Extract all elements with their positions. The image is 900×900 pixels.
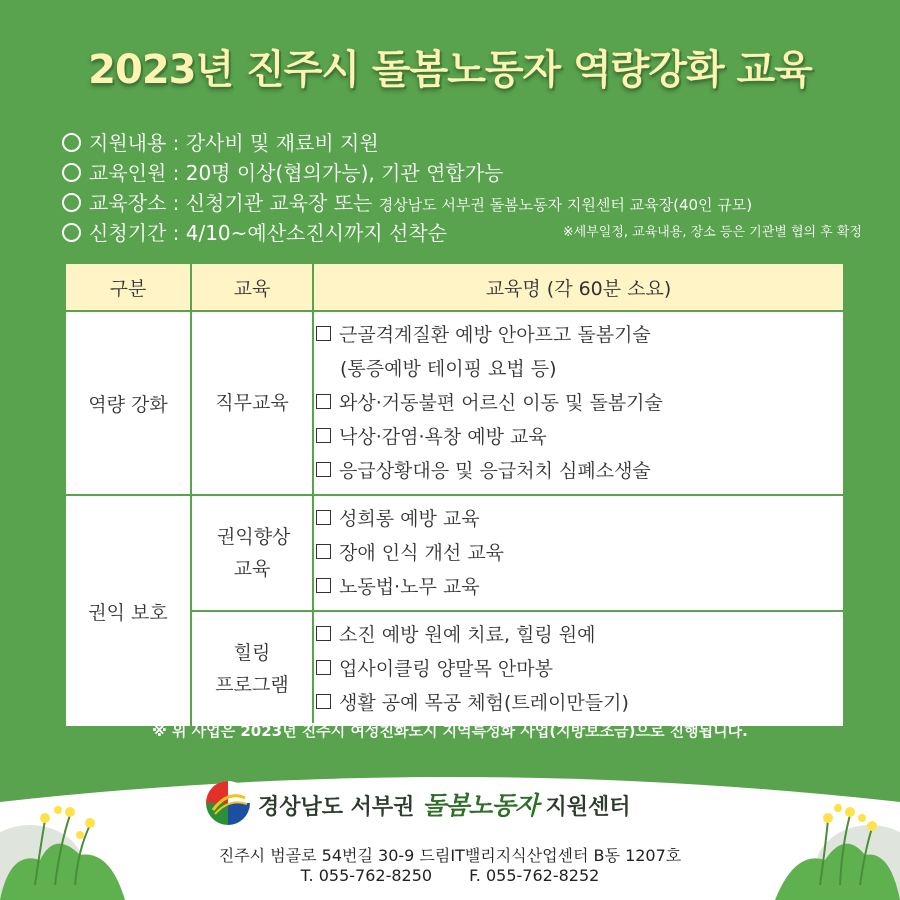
list-item: 근골격계질환 예방 안아프고 돌봄기술 [316, 318, 843, 352]
circle-bullet-icon [62, 223, 81, 242]
info-period: 신청기간 : 4/10~예산소진시까지 선착순 ※세부일정, 교육내용, 장소 등은 기관별 협의 후 확정 [62, 218, 862, 248]
subcategory-cell: 권익향상 교육 [191, 495, 313, 611]
checkbox-icon [316, 694, 331, 709]
info-value-small: 경상남도 서부권 돌봄노동자 지원센터 교육장(40인 규모) [378, 196, 753, 214]
header-education: 교육 [191, 263, 313, 311]
address: 진주시 범골로 54번길 30-9 드림IT밸리지식산업센터 B동 1207호 [218, 846, 682, 865]
header-course-name: 교육명 (각 60분 소요) [313, 263, 844, 311]
checkbox-icon [316, 326, 331, 341]
info-value: 4/10~예산소진시까지 선착순 [185, 221, 447, 245]
list-item: 노동법·노무 교육 [316, 570, 843, 604]
contact-info [0, 866, 900, 885]
info-participants: 교육인원 : 20명 이상(협의가능), 기관 연합가능 [62, 158, 862, 188]
center-logo-icon [205, 780, 251, 826]
info-label: 교육인원 [89, 161, 167, 185]
info-value: 신청기관 교육장 또는 [185, 191, 373, 215]
organization-name: 경상남도 서부권 돌봄노동자 지원센터 [258, 791, 631, 820]
circle-bullet-icon [62, 193, 81, 212]
table-row [65, 311, 844, 495]
checkbox-icon [316, 660, 331, 675]
list-item: 소진 예방 원예 치료, 힐링 원예 [316, 618, 843, 652]
checkbox-icon [316, 462, 331, 477]
header-category: 구분 [65, 263, 191, 311]
checkbox-icon [316, 394, 331, 409]
info-value: 20명 이상(협의가능), 기관 연합가능 [185, 161, 504, 185]
info-support: 지원내용 : 강사비 및 재료비 지원 [62, 128, 862, 158]
info-value: 강사비 및 재료비 지원 [185, 131, 379, 155]
items-cell [313, 495, 844, 611]
fax: F. 055-762-8252 [469, 866, 600, 885]
list-item: 생활 공예 목공 체험(트레이만들기) [316, 686, 843, 720]
subcategory-cell: 힐링 프로그램 [191, 611, 313, 727]
table-row [65, 495, 844, 611]
subcategory-cell: 직무교육 [191, 311, 313, 495]
info-label: 교육장소 [89, 191, 167, 215]
list-item: (통증예방 테이핑 요법 등) [340, 358, 557, 380]
list-item: 응급상황대응 및 응급처치 심폐소생술 [316, 454, 843, 488]
footnote: ※ 위 사업은 2023년 진주시 여성친화도시 지역특성화 사업(지방보조금)으로 진행됩니다. [152, 722, 748, 740]
table-header-row [65, 263, 844, 311]
info-note: ※세부일정, 교육내용, 장소 등은 기관별 협의 후 확정 [562, 225, 862, 240]
list-item: 장애 인식 개선 교육 [316, 536, 843, 570]
circle-bullet-icon [62, 163, 81, 182]
list-item: 와상·거동불편 어르신 이동 및 돌봄기술 [316, 386, 843, 420]
info-location: 교육장소 : 신청기관 교육장 또는 경상남도 서부권 돌봄노동자 지원센터 교육장(40인 규모) [62, 188, 862, 218]
checkbox-icon [316, 626, 331, 641]
list-item: 성희롱 예방 교육 [316, 502, 843, 536]
list-item: 낙상·감염·욕창 예방 교육 [316, 420, 843, 454]
category-cell: 권익 보호 [65, 495, 191, 727]
items-cell [313, 611, 844, 727]
category-cell: 역량 강화 [65, 311, 191, 495]
education-table [64, 262, 845, 728]
checkbox-icon [316, 544, 331, 559]
info-list [62, 128, 862, 248]
info-label: 지원내용 [89, 131, 167, 155]
telephone: T. 055-762-8250 [300, 866, 433, 885]
list-item: 업사이클링 양말목 안마봉 [316, 652, 843, 686]
circle-bullet-icon [62, 133, 81, 152]
items-cell [313, 311, 844, 495]
info-label: 신청기간 [89, 221, 167, 245]
checkbox-icon [316, 578, 331, 593]
checkbox-icon [316, 510, 331, 525]
page-title: 2023년 진주시 돌봄노동자 역량강화 교육 [88, 47, 812, 93]
checkbox-icon [316, 428, 331, 443]
